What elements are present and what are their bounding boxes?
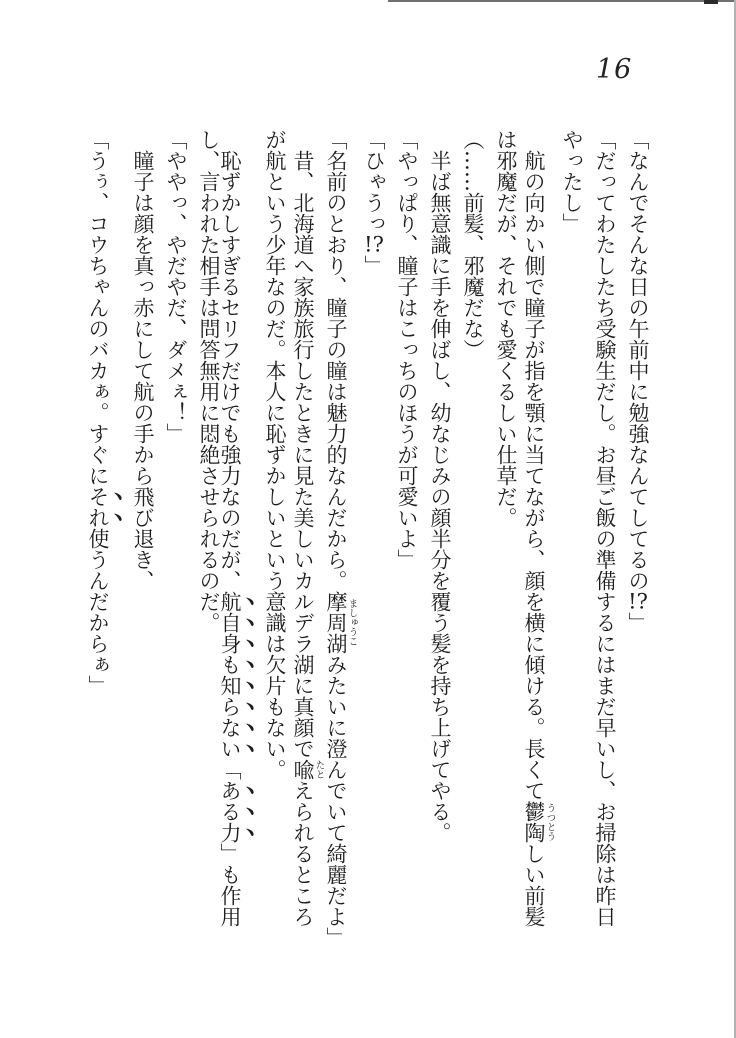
text-run: 」 — [626, 612, 650, 633]
text-line — [423, 129, 456, 953]
text-run: 「名前のとおり、瞳子の瞳は魅力的なんだから。 — [324, 129, 348, 591]
text-run: 「ややっ、やだやだ、ダメぇ！」 — [164, 129, 188, 444]
text-run: やったし」 — [560, 129, 584, 234]
text-run: 「 — [218, 759, 242, 780]
vertical-text-block — [86, 129, 654, 953]
text-run: 半ば無意識に手を伸ばし、幼なじみの顔半分を覆う髪を持ち上げてやる。 — [428, 150, 452, 843]
text-run: は邪魔だが、それでも愛くるしい仕草だ。 — [494, 129, 518, 528]
text-run: えられるところ — [291, 780, 315, 927]
text-line — [159, 129, 192, 953]
text-line — [126, 129, 159, 953]
text-run: 「ひゃうっ — [362, 129, 386, 234]
text-line — [218, 129, 258, 953]
text-run: 「なんでそんな日の午前中に勉強なんてしてるの — [626, 129, 650, 591]
text-run: 「やっぱり、瞳子はこっちのほうが可愛いよ」 — [395, 129, 419, 570]
tatechuyoko-text: !? — [628, 591, 648, 612]
page-number: 16 — [596, 54, 633, 85]
tatechuyoko-text: !? — [364, 234, 384, 255]
text-line — [588, 129, 621, 953]
text-line — [621, 129, 654, 953]
text-run: が航という少年なのだ。本人に恥ずかしいという意識は欠片もない。 — [263, 129, 287, 780]
text-run: し、言われた相手は問答無用に悶絶させられるのだ。 — [197, 129, 221, 633]
text-run: 「うぅ、コウちゃんのバカぁ。すぐに — [86, 129, 110, 486]
text-run: 航の向かい側で瞳子が指を顎に当てながら、顔を横に傾ける。長くて — [522, 150, 546, 801]
furigana: 鬱陶うつとう — [522, 801, 556, 843]
text-run: 使うんだからぁ」 — [86, 528, 110, 696]
scan-edge-top-mark — [704, 0, 718, 4]
text-run: みたいに澄んでいて綺麗だよ」 — [324, 654, 348, 948]
text-run: 昔、北海道へ家族旅行したときに見た美しいカルデラ湖に真顔で — [291, 150, 315, 759]
text-run: しい前髪 — [522, 843, 546, 927]
text-line — [390, 129, 423, 953]
furigana: 喩たと — [291, 759, 325, 780]
emphasized-text: それ — [86, 486, 110, 528]
text-run: 」 — [362, 255, 386, 276]
text-line — [357, 129, 390, 953]
text-line — [324, 129, 357, 953]
text-run: 」も作用 — [218, 843, 242, 927]
text-line — [522, 129, 555, 953]
text-run: （……前髪、邪魔だな） — [461, 129, 485, 360]
text-run: 瞳子は顔を真っ赤にして航の手から飛び退き、 — [131, 150, 155, 591]
emphasized-text: 航自身も知らない — [218, 591, 242, 759]
furigana: 摩周湖ましゅうこ — [324, 591, 358, 654]
emphasized-text: ある力 — [218, 780, 242, 843]
scan-edge-top-line — [388, 0, 736, 2]
text-run: 恥ずかしすぎるセリフだけでも強力なのだが、 — [218, 150, 242, 591]
text-line — [456, 129, 489, 953]
text-line — [555, 129, 588, 953]
text-run: 「だってわたしたち受験生だし。お昼ご飯の準備するにはまだ早いし、お掃除は昨日 — [593, 129, 617, 927]
text-line — [86, 129, 126, 953]
